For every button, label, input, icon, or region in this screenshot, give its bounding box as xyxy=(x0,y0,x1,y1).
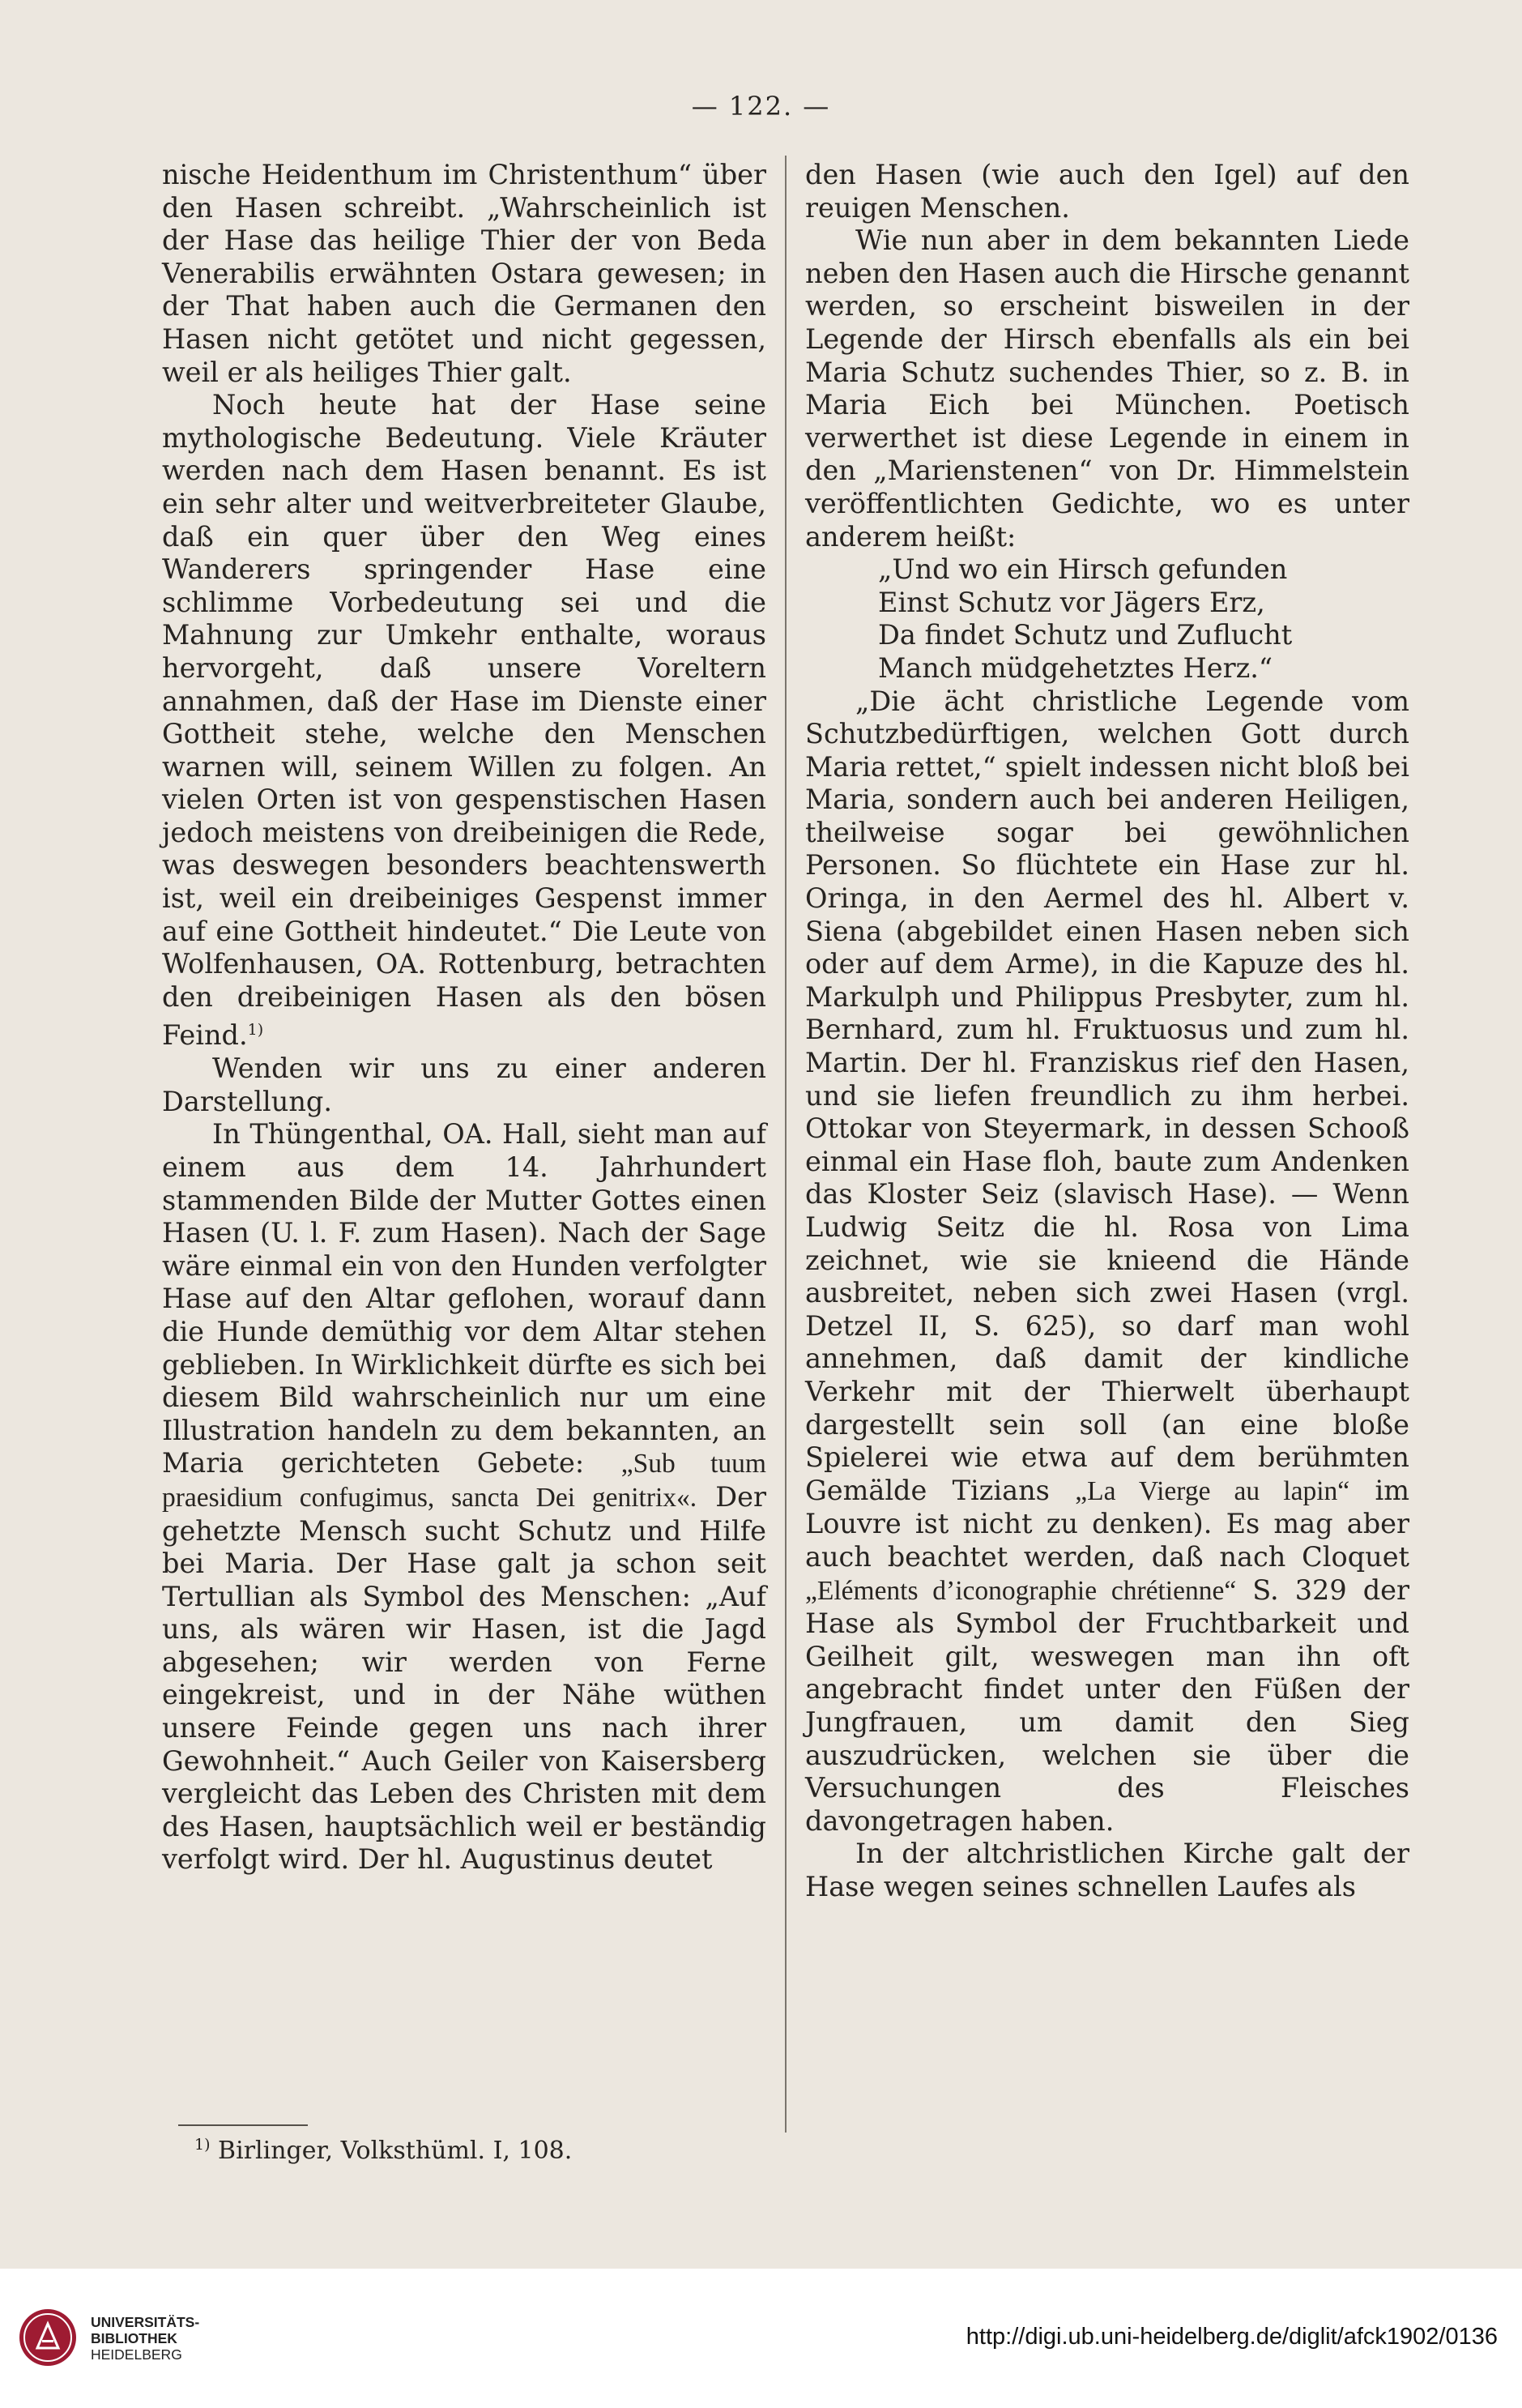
poem-verse xyxy=(805,553,1409,685)
library-name xyxy=(91,2314,199,2363)
library-line: HEIDELBERG xyxy=(91,2346,182,2363)
paragraph xyxy=(162,389,766,1052)
library-footer xyxy=(0,2269,1522,2408)
permalink-url[interactable]: http://digi.ub.uni-heidelberg.de/diglit/afck1902/0136 xyxy=(966,2324,1498,2350)
footnote-reference: 1) xyxy=(247,1021,264,1040)
right-column xyxy=(805,159,1409,1903)
verse-line: Einst Schutz vor Jägers Erz, xyxy=(878,586,1265,618)
paragraph-text: In Thüngenthal, OA. Hall, sieht man auf einem aus dem 14. Jahrhundert stammenden Bilde der Mutter Gottes einen Hasen (U. l. F. zum Hasen). Nach der Sage wäre einmal ein von den Hunden verfolgter Hase auf den Altar geflohen, worauf dann die Hunde demüthig vor dem Altar stehen geblieben. In Wirklichkeit dürfte es sich bei diesem Bild wahrscheinlich nur um eine Illustration handeln zu dem bekannten, an Maria gerichteten Gebete: xyxy=(162,1118,766,1479)
footnote xyxy=(194,2136,572,2165)
footnote-marker: 1) xyxy=(194,2136,211,2154)
footnote-divider xyxy=(178,2124,308,2126)
paragraph: nische Heidenthum im Christenthum“ über den Hasen schreibt. „Wahrscheinlich ist der Hase das heilige Thier der von Beda Venerabilis erwähnten Ostara gewesen; in der That haben auch die Germanen den Hasen nicht getötet und nicht gegessen, weil er als heiliges Thier galt. xyxy=(162,159,766,388)
paragraph-text: Noch heute hat der Hase seine mythologische Bedeutung. Viele Kräuter werden nach dem Hasen benannt. Es ist ein sehr alter und weitverbreiteter Glaube, daß ein quer über den Weg eines Wanderers springender Hase eine schlimme Vorbedeutung sei und die Mahnung zur Umkehr enthalte, woraus hervorgeht, daß unsere Voreltern annahmen, daß der Hase im Dienste einer Gottheit stehe, welche den Menschen warnen will, seinem Willen zu folgen. An vielen Orten ist von gespenstischen Hasen jedoch meistens von dreibeinigen die Rede, was deswegen besonders beachtenswerth ist, weil ein dreibeiniges Gespenst immer auf eine Gottheit hindeutet.“ Die Leute von Wolfenhausen, OA. Rottenburg, betrachten den dreibeinigen Hasen als den bösen Feind. xyxy=(162,389,766,1052)
verse-line: Manch müdgehetztes Herz.“ xyxy=(878,651,1273,684)
page-number: — 122. — xyxy=(691,91,831,122)
paragraph-text: im Louvre ist nicht zu denken). Es mag aber auch beachtet werden, daß nach Cloquet xyxy=(805,1474,1409,1573)
column-divider xyxy=(785,156,787,2133)
paragraph: Wie nun aber in dem bekannten Liede neben den Hasen auch die Hirsche genannt werden, so erscheint bisweilen in der Legende der Hirsch ebenfalls als ein bei Maria Schutz suchendes Thier, so z. B. in Maria Eich bei München. Poetisch verwerthet ist diese Legende in einem in den „Marienstenen“ von Dr. Himmelstein veröffentlichten Gedichte, wo es unter anderem heißt: xyxy=(805,224,1409,553)
footnote-text: Birlinger, Volksthüml. I, 108. xyxy=(210,2137,573,2165)
paragraph xyxy=(805,685,1409,1838)
paragraph xyxy=(162,1118,766,1876)
library-line: BIBLIOTHEK xyxy=(91,2330,177,2346)
verse-line: Da findet Schutz und Zuflucht xyxy=(878,619,1293,651)
verse-line: „Und wo ein Hirsch gefunden xyxy=(878,553,1288,586)
paragraph: Wenden wir uns zu einer anderen Darstellung. xyxy=(162,1052,766,1117)
french-title: „Eléments d’iconographie chrétienne“ xyxy=(805,1575,1237,1606)
french-title: „La Vierge au lapin“ xyxy=(1075,1475,1350,1506)
paragraph-text: Der gehetzte Mensch sucht Schutz und Hilfe bei Maria. Der Hase galt ja schon seit Tertullian als Symbol des Menschen: „Auf uns, als wären wir Hasen, ist die Jagd abgesehen; wir werden von Ferne eingekreist, und in der Nähe wüthen unsere Feinde gegen uns nach ihrer Gewohnheit.“ Auch Geiler von Kaisersberg vergleicht das Leben des Christen mit dem des Hasen, hauptsächlich weil er beständig verfolgt wird. Der hl. Augustinus deutet xyxy=(162,1480,766,1876)
paragraph: In der altchristlichen Kirche galt der Hase wegen seines schnellen Laufes als xyxy=(805,1838,1409,1902)
latin-quote: „Sub tuum praesidium confugimus, sancta Dei genitrix«. xyxy=(162,1449,766,1513)
left-column xyxy=(162,159,766,1876)
university-seal-icon xyxy=(18,2308,78,2367)
paragraph-text: S. 329 der Hase als Symbol der Fruchtbarkeit und Geilheit gilt, weswegen man ihn oft angebracht findet unter den Füßen der Jungfrauen, um damit den Sieg auszudrücken, welchen sie über die Versuchungen des Fleisches davongetragen haben. xyxy=(805,1573,1409,1837)
paragraph-text: „Die ächt christliche Legende vom Schutzbedürftigen, welchen Gott durch Maria rettet,“ spielt indessen nicht bloß bei Maria, sondern auch bei anderen Heiligen, theilweise sogar bei gewöhnlichen Personen. So flüchtete ein Hase zur hl. Oringa, in den Aermel des hl. Albert v. Siena (abgebildet einen Hasen neben sich oder auf dem Arme), in die Kapuze des hl. Markulph und Philippus Presbyter, zum hl. Bernhard, zum hl. Fruktuosus und zum hl. Martin. Der hl. Franziskus rief den Hasen, und sie liefen freundlich zu ihm herbei. Ottokar von Steyermark, in dessen Schooß einmal ein Hase floh, baute zum Andenken das Kloster Seiz (slavisch Hase). — Wenn Ludwig Seitz die hl. Rosa von Lima zeichnet, wie sie knieend die Hände ausbreitet, neben sich zwei Hasen (vrgl. Detzel II, S. 625), so darf man wohl annehmen, daß damit der kindliche Verkehr mit der Thierwelt überhaupt dargestellt sein soll (an eine bloße Spielerei wie etwa auf dem berühmten Gemälde Tizians xyxy=(805,685,1409,1506)
library-line: UNIVERSITÄTS- xyxy=(91,2314,200,2330)
paragraph: den Hasen (wie auch den Igel) auf den reuigen Menschen. xyxy=(805,159,1409,224)
